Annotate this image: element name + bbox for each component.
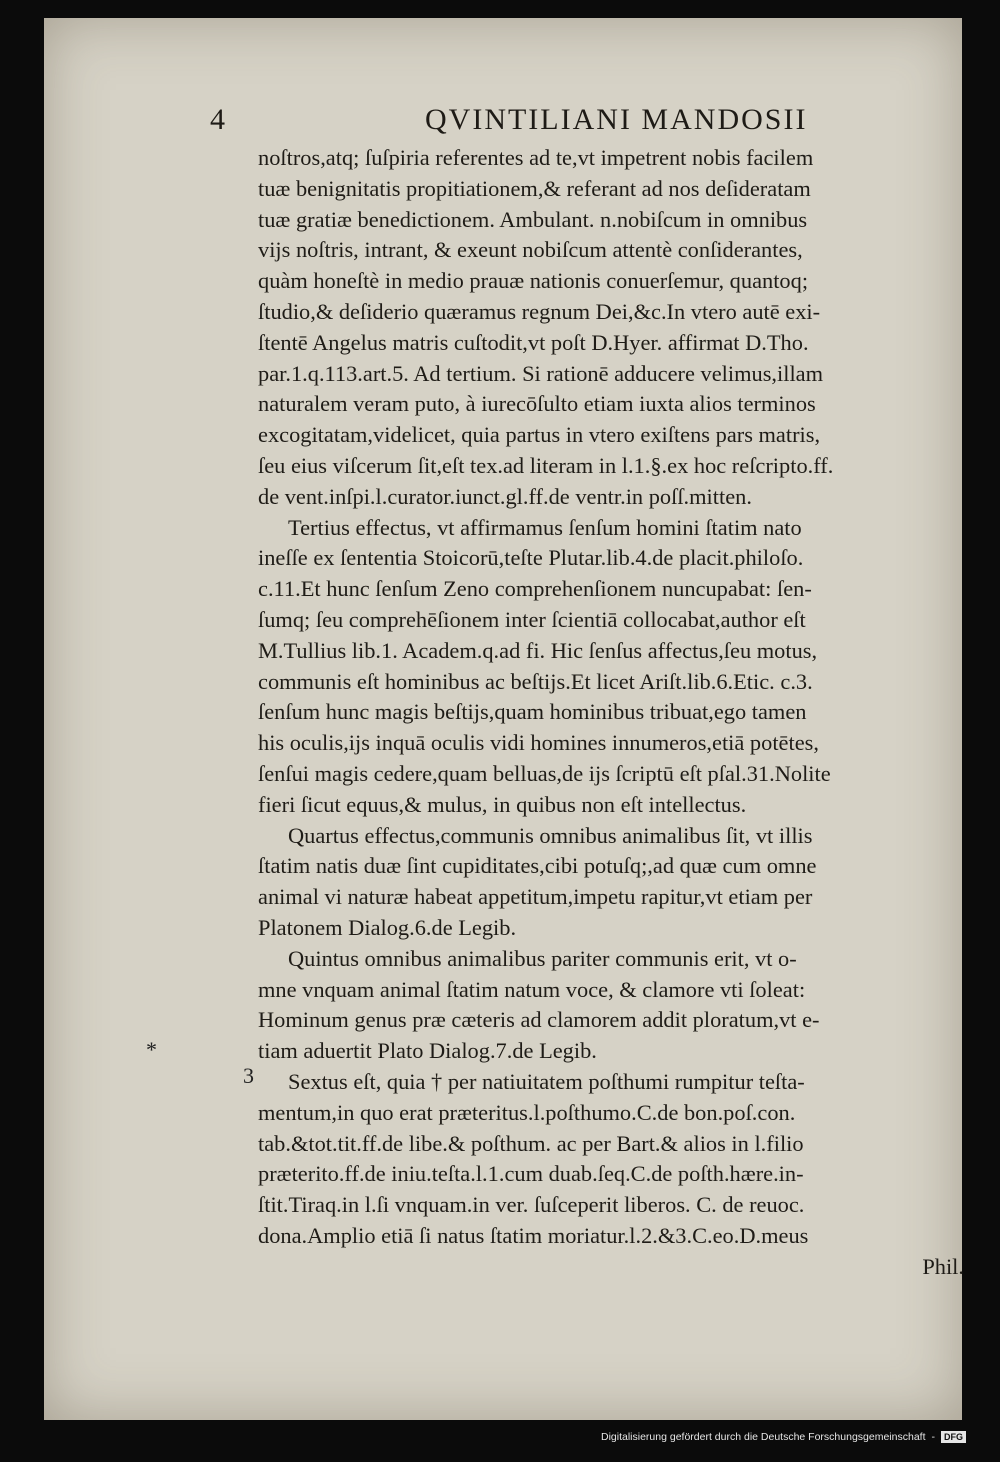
text-line: Quintus omnibus animalibus pariter communis erit, vt o- <box>288 945 797 971</box>
text-line: ſtudio,& deſiderio quæramus regnum Dei,&c.In vtero autē exi- <box>258 298 821 324</box>
text-line: tab.&tot.tit.ff.de libe.& poſthum. ac per Bart.& alios in l.filio <box>258 1130 804 1156</box>
text-line: mne vnquam animal ſtatim natum voce, & clamore vti ſoleat: <box>258 976 806 1002</box>
text-line: communis eſt hominibus ac beſtijs.Et licet Ariſt.lib.6.Etic. c.3. <box>258 668 813 694</box>
text-line: noſtros,atq; ſuſpiria referentes ad te,vt impetrent nobis facilem <box>258 145 814 170</box>
text-line: de vent.inſpi.l.curator.iunct.gl.ff.de ventr.in poſſ.mitten. <box>258 483 752 509</box>
text-line: tuæ benignitatis propitiationem,& referant ad nos deſideratam <box>258 175 811 201</box>
text-line: ſtentē Angelus matris cuſtodit,vt poſt D.Hyer. affirmat D.Tho. <box>258 329 809 355</box>
catchword: Phil. <box>922 1253 964 1279</box>
text-line: naturalem veram puto, à iurecōſulto etiam iuxta alios terminos <box>258 391 816 417</box>
text-line: ſenſui magis cedere,quam belluas,de ijs ſcriptū eſt pſal.31.Nolite <box>258 760 831 786</box>
text-line: ſumq; ſeu comprehēſionem inter ſcientiā collocabat,author eſt <box>258 606 806 632</box>
text-line: c.11.Et hunc ſenſum Zeno comprehenſionem nuncupabat: ſen- <box>258 576 812 602</box>
running-head: QVINTILIANI MANDOSII <box>425 103 808 136</box>
footer-credit: Digitalisierung gefördert durch die Deutsche Forschungsgemeinschaft <box>600 1431 926 1443</box>
page-number: 4 <box>210 103 225 136</box>
text-line: ſtatim natis duæ ſint cupiditates,cibi potuſq;,ad quæ cum omne <box>258 853 817 879</box>
text-line: Hominum genus præ cæteris ad clamorem addit ploratum,vt e- <box>258 1007 820 1033</box>
text-line: Quartus effectus,communis omnibus animalibus ſit, vt illis <box>288 822 813 848</box>
page-header <box>210 103 970 143</box>
text-line: ſtit.Tiraq.in l.ſi vnquam.in ver. ſuſceperit liberos. C. de reuoc. <box>258 1192 805 1218</box>
text-line: quàm honeſtè in medio prauæ nationis conuerſemur, quantoq; <box>258 268 809 294</box>
text-line: præterito.ff.de iniu.teſta.l.1.cum duab.ſeq.C.de poſth.hære.in- <box>258 1161 804 1187</box>
text-line: ſenſum hunc magis beſtijs,quam hominibus tribuat,ego tamen <box>258 699 807 725</box>
text-line: par.1.q.113.art.5. Ad tertium. Si rationē adducere velimus,illam <box>258 360 824 386</box>
text-line: vijs noſtris, intrant, & exeunt nobiſcum attentè conſiderantes, <box>258 237 803 263</box>
text-line: Tertius effectus, vt affirmamus ſenſum homini ſtatim nato <box>288 514 802 540</box>
text-line: mentum,in quo erat præteritus.l.poſthumo.C.de bon.poſ.con. <box>258 1099 796 1125</box>
text-line: Platonem Dialog.6.de Legib. <box>258 914 517 940</box>
text-line: ineſſe ex ſententia Stoicorū,teſte Plutar.lib.4.de placit.philoſo. <box>258 545 804 571</box>
margin-note-number: 3 <box>243 1063 254 1088</box>
margin-asterisk: * <box>146 1037 157 1062</box>
text-line: animal vi naturæ habeat appetitum,impetu rapitur,vt etiam per <box>258 884 813 910</box>
text-line: his oculis,ijs inquā oculis vidi homines innumeros,etiā potētes, <box>258 730 819 756</box>
text-line: M.Tullius lib.1. Academ.q.ad fi. Hic ſenſus affectus,ſeu motus, <box>258 637 818 663</box>
text-line: Sextus eſt, quia † per natiuitatem poſthumi rumpitur teſta- <box>288 1068 805 1094</box>
dfg-logo: DFG <box>941 1431 966 1443</box>
text-line: fieri ſicut equus,& mulus, in quibus non eſt intellectus. <box>258 791 747 817</box>
text-line: ſeu eius viſcerum ſit,eſt tex.ad literam in l.1.§.ex hoc reſcripto.ff. <box>258 452 834 478</box>
text-line: dona.Amplio etiā ſi natus ſtatim moriatur.l.2.&3.C.eo.D.meus <box>258 1222 809 1248</box>
footer: Digitalisierung gefördert durch die Deutsche Forschungsgemeinschaft - DFG <box>601 1426 966 1448</box>
text-line: tiam aduertit Plato Dialog.7.de Legib. <box>258 1038 597 1064</box>
text-line: excogitatam,videlicet, quia partus in vtero exiſtens pars matris, <box>258 422 821 448</box>
text-line: tuæ gratiæ benedictionem. Ambulant. n.nobiſcum in omnibus <box>258 206 808 232</box>
body-text <box>258 143 964 1282</box>
